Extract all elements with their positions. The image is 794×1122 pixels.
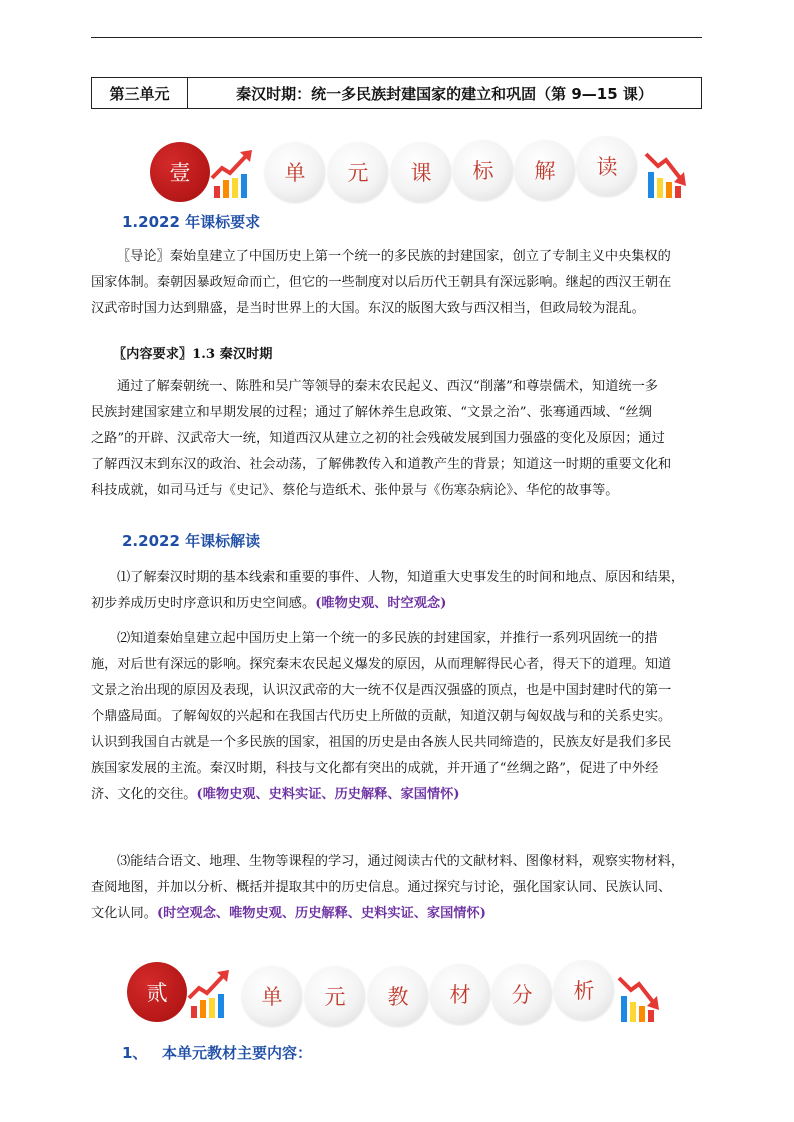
banner-char: 材 — [430, 964, 490, 1024]
banner-char: 分 — [492, 964, 552, 1024]
unit-title: 秦汉时期：统一多民族封建国家的建立和巩固（第 9—15 课） — [236, 84, 653, 103]
item1-line: 初步养成历史时序意识和历史空间感。 — [91, 596, 316, 611]
banner-char: 解 — [515, 140, 575, 200]
intro-line: 国家体制。秦朝因暴政短命而亡，但它的一些制度对以后历代王朝具有深远影响。继起的西汉王朝在 — [91, 275, 672, 290]
chart-down-icon — [617, 972, 663, 1024]
heading-curriculum-requirements: 1.2022 年课标要求 — [122, 213, 261, 231]
item1-paragraph — [91, 565, 702, 617]
intro-paragraph — [91, 244, 702, 322]
item3-line-with-tag — [91, 901, 702, 927]
unit-label: 第三单元 — [92, 78, 188, 108]
item2-line: 文景之治出现的原因及表现，认识汉武帝的大一统不仅是西汉强盛的顶点，也是中国封建时代的第一 — [91, 683, 672, 698]
section-banner-1 — [150, 140, 700, 206]
top-rule — [91, 37, 702, 38]
bottom-heading-text: 本单元教材主要内容： — [162, 1044, 313, 1062]
bottom-heading — [122, 1042, 312, 1063]
section-number-circle: 壹 — [150, 142, 210, 202]
item2-line: ⑵知道秦始皇建立起中国历史上第一个统一的多民族的封建国家，并推行一系列巩固统一的措 — [117, 631, 658, 646]
item3-line: ⑶能结合语文、地理、生物等课程的学习，通过阅读古代的文献材料、图像材料，观察实物材料， — [117, 854, 685, 869]
banner-char: 元 — [328, 142, 388, 202]
item3-line: 查阅地图，并加以分析、概括并提取其中的历史信息。通过探究与讨论，强化国家认同、民族认同、 — [91, 880, 672, 895]
item2-tag: (唯物史观、史料实证、历史解释、家国情怀) — [196, 787, 460, 802]
content-line: 通过了解秦朝统一、陈胜和吴广等领导的秦末农民起义、西汉“削藩”和尊崇儒术，知道统一多 — [117, 379, 658, 394]
item2-line: 个鼎盛局面。了解匈奴的兴起和在我国古代历史上所做的贡献，知道汉朝与匈奴战与和的关系史实。 — [91, 709, 672, 724]
content-requirements-paragraph — [91, 374, 702, 504]
item3-line: 文化认同。 — [91, 906, 157, 921]
item2-line: 族国家发展的主流。秦汉时期，科技与文化都有突出的成就，并开通了“丝绸之路”，促进了中外经 — [91, 761, 659, 776]
content-requirements-heading: 〖内容要求〗1.3 秦汉时期 — [113, 347, 273, 362]
chart-up-icon — [187, 968, 233, 1020]
item3-paragraph — [91, 849, 702, 927]
banner-char: 元 — [305, 966, 365, 1026]
item2-line-with-tag — [91, 782, 702, 808]
banner-char: 单 — [242, 966, 302, 1026]
item1-line-with-tag — [91, 591, 702, 617]
section-banner-2 — [127, 960, 677, 1026]
banner-char: 课 — [391, 142, 451, 202]
intro-line: 汉武帝时国力达到鼎盛，是当时世界上的大国。东汉的版图大致与西汉相当，但政局较为混乱。 — [91, 301, 645, 316]
content-line: 科技成就，如司马迁与《史记》、蔡伦与造纸术、张仲景与《伤寒杂病论》、华佗的故事等。 — [91, 483, 619, 498]
item1-tag: (唯物史观、时空观念) — [315, 596, 447, 611]
content-line: 了解西汉末到东汉的政治、社会动荡，了解佛教传入和道教产生的背景；知道这一时期的重要文化和 — [91, 457, 672, 472]
banner-char: 单 — [265, 142, 325, 202]
content-line: 之路”的开辟、汉武帝大一统，知道西汉从建立之初的社会残破发展到国力强盛的变化及原因；通过 — [91, 431, 665, 446]
item2-line: 认识到我国自古就是一个多民族的国家，祖国的历史是由各族人民共同缔造的，民族友好是我们多民 — [91, 735, 672, 750]
intro-line: 〖导论〗秦始皇建立了中国历史上第一个统一的多民族的封建国家，创立了专制主义中央集权的 — [117, 249, 671, 264]
chart-up-icon — [210, 148, 256, 200]
item3-tag: (时空观念、唯物史观、历史解释、史料实证、家国情怀) — [156, 906, 486, 921]
unit-header-table — [91, 77, 702, 109]
banner-char: 教 — [368, 966, 428, 1026]
chart-down-icon — [644, 148, 690, 200]
content-line: 民族封建国家建立和早期发展的过程；通过了解休养生息政策、“文景之治”、张骞通西域、“丝绸 — [91, 405, 652, 420]
banner-char: 析 — [554, 960, 614, 1020]
banner-char: 标 — [453, 140, 513, 200]
heading-curriculum-interpretation: 2.2022 年课标解读 — [122, 532, 261, 550]
section-number-circle: 贰 — [127, 962, 187, 1022]
item2-paragraph — [91, 626, 702, 808]
banner-char: 读 — [577, 136, 637, 196]
item2-line: 施，对后世有深远的影响。探究秦末农民起义爆发的原因，从而理解得民心者，得天下的道理。知道 — [91, 657, 672, 672]
item2-line: 济、文化的交往。 — [91, 787, 197, 802]
bottom-heading-number: 1、 — [122, 1044, 148, 1062]
item1-line: ⑴了解秦汉时期的基本线索和重要的事件、人物，知道重大史事发生的时间和地点、原因和结果， — [117, 570, 685, 585]
